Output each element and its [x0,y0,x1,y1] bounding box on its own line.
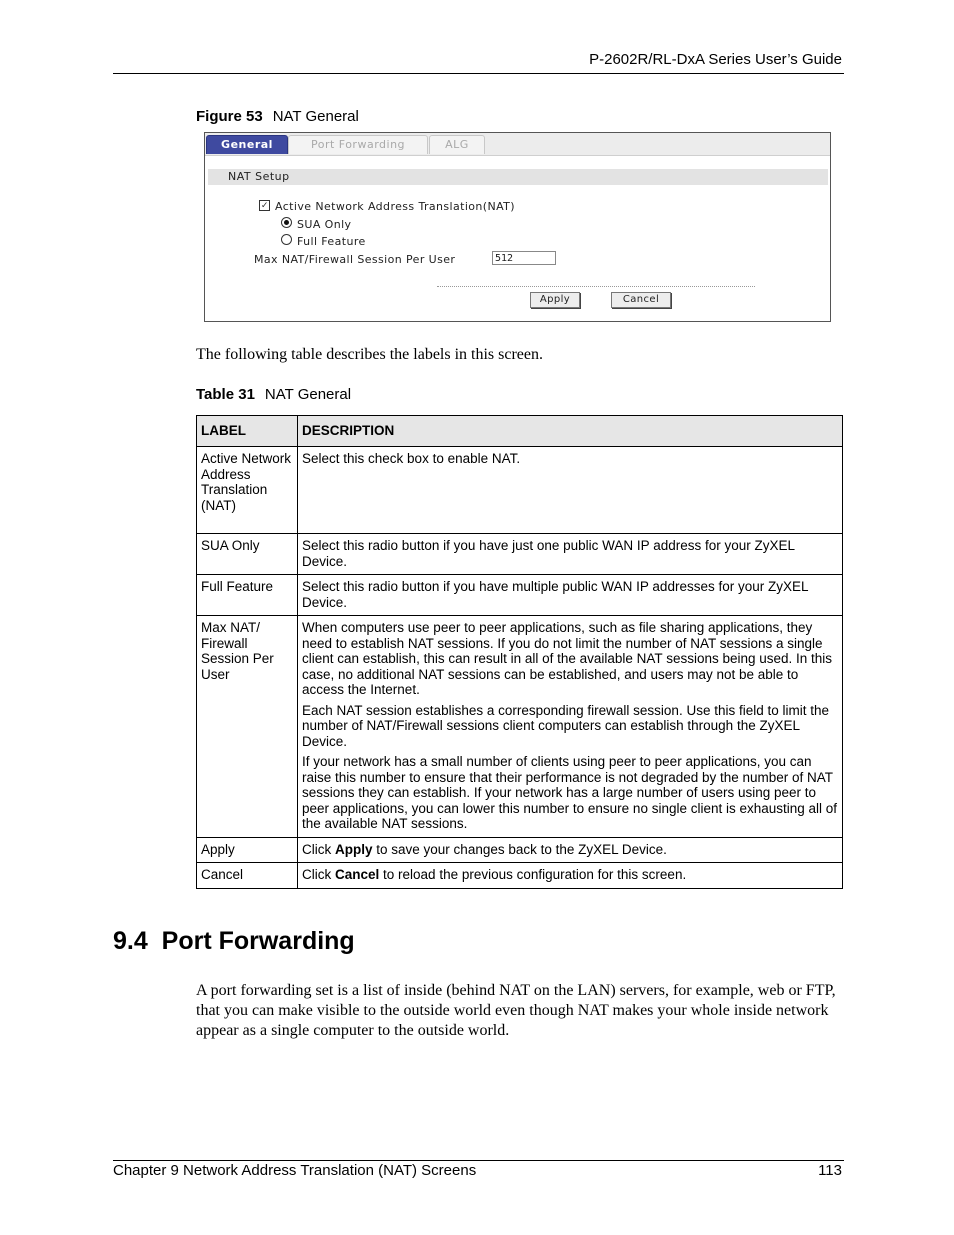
column-header-label: LABEL [197,416,298,447]
description-text: Select this check box to enable NAT. [302,451,521,466]
row-label: Active Network Address Translation (NAT) [197,447,298,534]
footer-chapter: Chapter 9 Network Address Translation (NAT) Screens [113,1162,477,1179]
divider [437,286,755,287]
cancel-button[interactable]: Cancel [611,292,671,308]
row-label: Max NAT/ Firewall Session Per User [197,616,298,838]
sua-only-radio[interactable] [281,217,292,228]
section-body: A port forwarding set is a list of inside (behind NAT on the LAN) servers, for example, web or FTP, that you can make visible to the outside world even though NAT makes your whole inside network appear as a single computer to the outside world. [196,982,836,1039]
figure-caption [196,108,359,125]
tab-port-forwarding[interactable]: Port Forwarding [288,135,428,154]
max-session-input[interactable]: 512 [492,251,556,265]
table-header-row [197,416,843,447]
footer-rule [113,1160,844,1161]
column-header-description: DESCRIPTION [298,416,843,447]
apply-button[interactable]: Apply [530,292,580,308]
description-bold: Cancel [335,867,380,882]
table-row [197,534,843,575]
page-number: 113 [818,1162,842,1179]
running-header: P-2602R/RL-DxA Series User’s Guide [589,51,842,68]
nat-setup-header: NAT Setup [208,169,828,185]
description-text: Select this radio button if you have multiple public WAN IP addresses for your ZyXEL Device. [302,579,808,610]
row-label: SUA Only [197,534,298,575]
description-text: to reload the previous configuration for this screen. [379,867,687,882]
table-row [197,837,843,863]
row-description [298,534,843,575]
description-text: Each NAT session establishes a corresponding firewall session. Use this field to limit the number of NAT/Firewall sessions client computers can establish through the ZyXEL Device. [302,702,829,749]
row-description [298,616,843,838]
table-row [197,575,843,616]
tab-general[interactable]: General [206,135,288,154]
nat-general-screenshot [204,132,831,322]
nat-checkbox[interactable]: ✓ [259,200,270,211]
intro-text: The following table describes the labels in this screen. [196,346,544,363]
table-row [197,447,843,534]
header-rule [113,73,844,74]
description-bold: Apply [335,841,373,857]
full-feature-label: Full Feature [297,235,366,248]
tab-alg[interactable]: ALG [429,135,485,154]
table-row [197,863,843,889]
section-heading: 9.4 Port Forwarding [113,927,355,955]
row-description [298,575,843,616]
max-session-label: Max NAT/Firewall Session Per User [254,253,456,266]
sua-only-label: SUA Only [297,218,352,231]
table-row [197,616,843,838]
row-label: Full Feature [197,575,298,616]
description-text: When computers use peer to peer applications, such as file sharing applications, they need to establish NAT sessions. If you do not limit the number of NAT sessions a single client can establish, this can result in all of the available NAT sessions being used. In this case, no additional NAT sessions can be established, and users may not be able to access the Internet. [302,620,833,697]
description-text: to save your changes back to the ZyXEL Device. [372,841,667,857]
row-description [298,447,843,534]
figure-label: Figure 53 [196,108,263,125]
table-label: Table 31 [196,386,255,403]
figure-title: NAT General [272,108,359,125]
row-label: Cancel [197,863,298,889]
description-table [196,415,843,889]
description-text: Click [302,841,335,857]
table-title: NAT General [264,386,352,403]
table-caption [196,386,351,403]
description-text: Select this radio button if you have just one public WAN IP address for your ZyXEL Device. [302,538,795,569]
full-feature-radio[interactable] [281,234,292,245]
nat-checkbox-label: Active Network Address Translation(NAT) [275,200,515,213]
row-label: Apply [197,837,298,863]
description-text: Click [302,867,335,882]
row-description [298,837,843,863]
tab-bar [205,133,830,156]
row-description [298,863,843,889]
description-text: If your network has a small number of clients using peer to peer applications, you can raise this number to ensure that their performance is not degraded by the number of NAT sessions they can establish. If your network has a large number of users using peer to peer applications, you can lower this number to ensure no single client is exhausting all of the available NAT sessions. [302,754,838,831]
